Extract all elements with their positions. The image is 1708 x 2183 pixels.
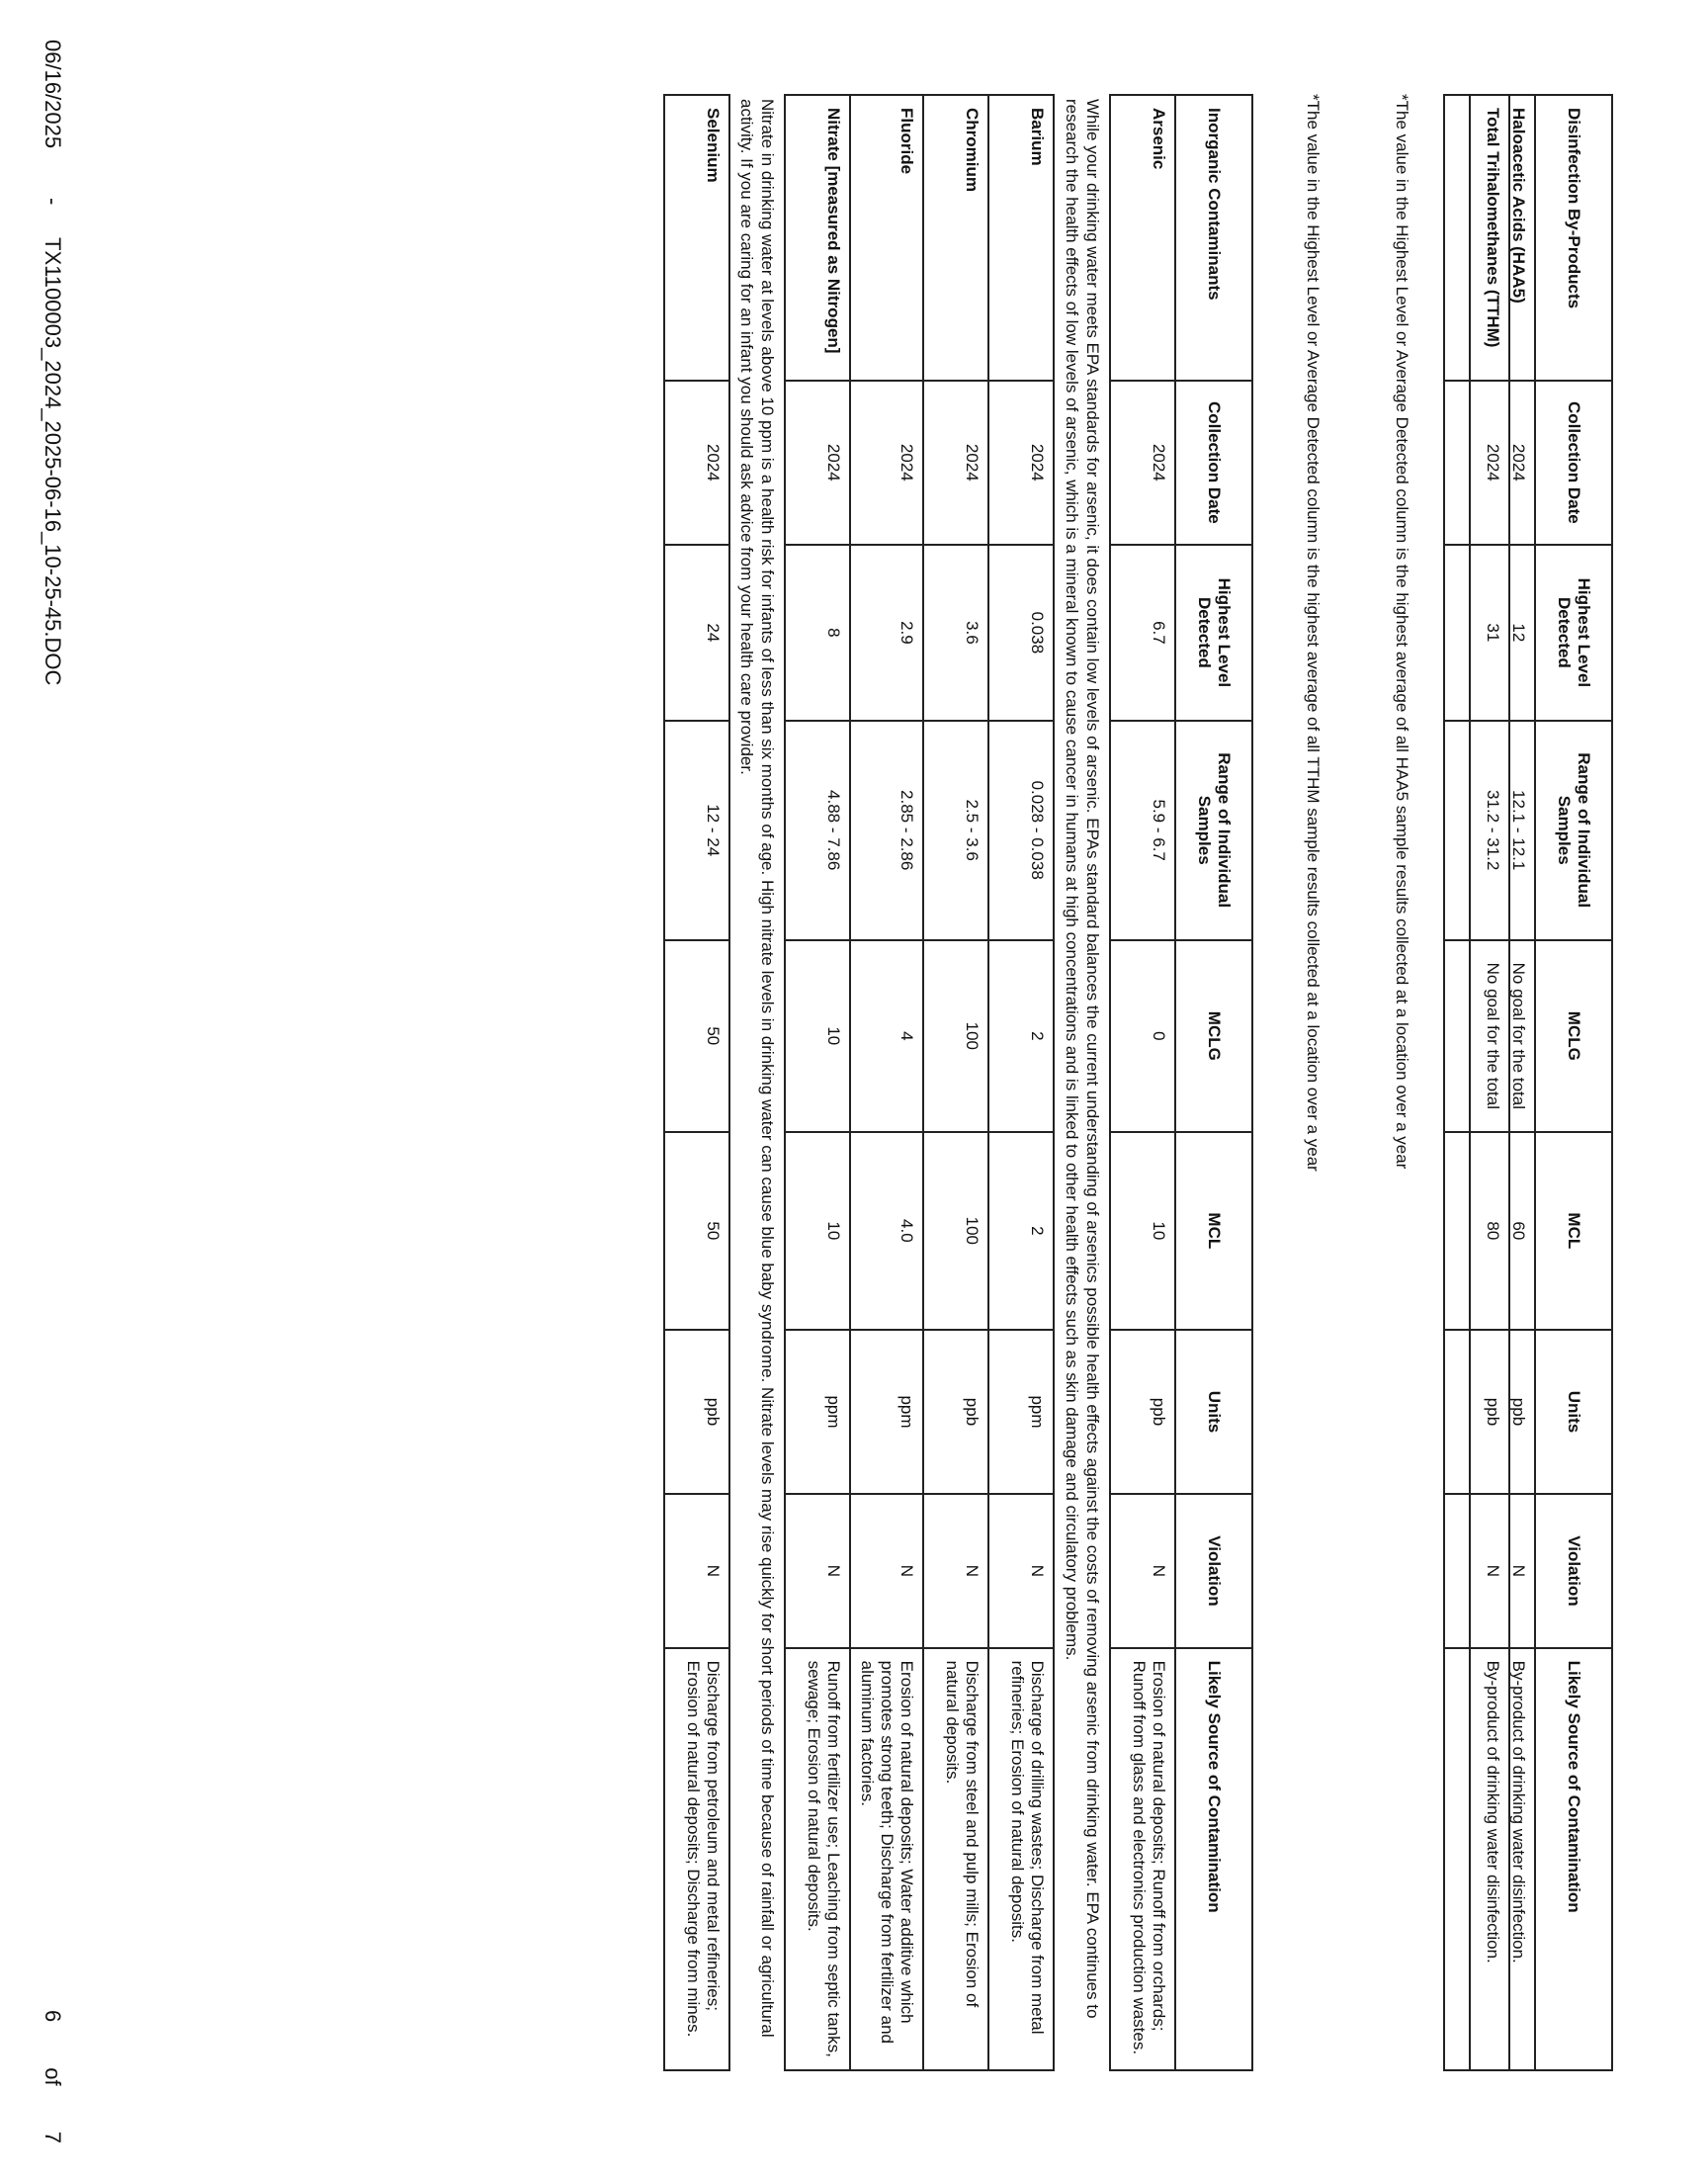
table-cell: 10 xyxy=(786,940,851,1132)
table-cell: Barium xyxy=(989,95,1055,381)
table-cell: By-product of drinking water disinfection. xyxy=(1444,1648,1509,2070)
column-header: Likely Source of Contamination xyxy=(1175,1648,1252,2070)
table-cell: 2024 xyxy=(989,381,1055,546)
column-header: Units xyxy=(1175,1330,1252,1495)
table-cell: 100 xyxy=(924,1132,989,1330)
table-cell: ppb xyxy=(664,1330,729,1495)
table-cell: 2.85 - 2.86 xyxy=(851,721,924,940)
table-cell: 2024 xyxy=(786,381,851,546)
table-row xyxy=(786,95,851,2070)
table-cell: Runoff from fertilizer use; Leaching from septic tanks, sewage; Erosion of natural deposits. xyxy=(786,1648,851,2070)
tthm-table xyxy=(1443,94,1510,2071)
table-row xyxy=(989,95,1055,2070)
column-header: Units xyxy=(1535,1330,1612,1495)
table-cell: 4 xyxy=(851,940,924,1132)
column-header: Inorganic Contaminants xyxy=(1175,95,1252,381)
table-cell: 31 xyxy=(1444,545,1509,721)
table-header-row xyxy=(1175,95,1252,2070)
table-cell: 8 xyxy=(786,545,851,721)
column-header: MCL xyxy=(1175,1132,1252,1330)
table-cell: N xyxy=(1444,1494,1509,1647)
arsenic-note-row xyxy=(1055,95,1111,2070)
column-header: Range of Individual Samples xyxy=(1175,721,1252,940)
haa5-footnote: *The value in the Highest Level or Average Detected column is the highest average of all HAA5 sample results collected at a location over a year xyxy=(1393,94,1411,1170)
table-row xyxy=(1110,95,1175,2070)
table-cell: 12 xyxy=(1470,545,1535,721)
table-cell: 2024 xyxy=(1444,381,1509,546)
table-cell: ppm xyxy=(989,1330,1055,1495)
table-cell: 2 xyxy=(989,1132,1055,1330)
inorganic-contaminants-table xyxy=(663,94,1253,2071)
column-header: Collection Date xyxy=(1175,381,1252,546)
footer-filename: TX1100003_2024_2025-06-16_10-25-45.DOC xyxy=(41,237,65,686)
table-cell: Discharge from petroleum and metal refineries; Erosion of natural deposits; Discharge from mines. xyxy=(664,1648,729,2070)
table-header-row xyxy=(1535,95,1612,2070)
column-header: MCLG xyxy=(1535,940,1612,1132)
table-row xyxy=(924,95,989,2070)
column-header: Disinfection By-Products xyxy=(1535,95,1612,381)
table-cell: 80 xyxy=(1444,1132,1509,1330)
table-cell: Haloacetic Acids (HAA5) xyxy=(1470,95,1535,381)
table-cell: Chromium xyxy=(924,95,989,381)
table-cell: N xyxy=(851,1494,924,1647)
table-cell: 50 xyxy=(664,940,729,1132)
table-cell: 2024 xyxy=(851,381,924,546)
table-cell: N xyxy=(1110,1494,1175,1647)
table-cell: 4.0 xyxy=(851,1132,924,1330)
table-cell: N xyxy=(924,1494,989,1647)
table-cell: Selenium xyxy=(664,95,729,381)
nitrate-note: Nitrate in drinking water at levels above 10 ppm is a health risk for infants of less than six months of age. High nitrate levels in drinking water can cause blue baby syndrome. Nitrate levels may rise quickly for short periods of time because of rainfall or agricultural activity. If you are caring for an infant you should ask advice from your health care provider. xyxy=(737,99,778,2038)
table-cell: Erosion of natural deposits; Water additive which promotes strong teeth; Discharge from fertilizer and aluminum factories. xyxy=(851,1648,924,2070)
table-cell: Nitrate [measured as Nitrogen] xyxy=(786,95,851,381)
table-cell: Arsenic xyxy=(1110,95,1175,381)
column-header: Likely Source of Contamination xyxy=(1535,1648,1612,2070)
column-header: Collection Date xyxy=(1535,381,1612,546)
table-cell: 4.88 - 7.86 xyxy=(786,721,851,940)
table-row xyxy=(1444,95,1509,2070)
table-cell: 2.5 - 3.6 xyxy=(924,721,989,940)
table-cell: ppb xyxy=(1110,1330,1175,1495)
table-cell: 0.028 - 0.038 xyxy=(989,721,1055,940)
table-row xyxy=(664,95,729,2070)
table-cell: By-product of drinking water disinfection. xyxy=(1470,1648,1535,2070)
table-cell: Fluoride xyxy=(851,95,924,381)
table-cell: 2024 xyxy=(664,381,729,546)
table-cell: 100 xyxy=(924,940,989,1132)
table-cell: N xyxy=(664,1494,729,1647)
table-cell: N xyxy=(1470,1494,1535,1647)
table-cell: 10 xyxy=(786,1132,851,1330)
table-cell: 24 xyxy=(664,545,729,721)
table-cell: 5.9 - 6.7 xyxy=(1110,721,1175,940)
column-header: Highest Level Detected xyxy=(1535,545,1612,721)
table-row xyxy=(851,95,924,2070)
table-cell: N xyxy=(786,1494,851,1647)
table-cell: ppm xyxy=(851,1330,924,1495)
table-cell: No goal for the total xyxy=(1444,940,1509,1132)
table-cell: 0 xyxy=(1110,940,1175,1132)
table-cell: ppb xyxy=(924,1330,989,1495)
table-cell: 6.7 xyxy=(1110,545,1175,721)
table-cell: ppm xyxy=(786,1330,851,1495)
table-cell: ppb xyxy=(1444,1330,1509,1495)
page-footer xyxy=(36,40,65,2143)
nitrate-note-row xyxy=(729,95,786,2070)
table-cell: 12.1 - 12.1 xyxy=(1470,721,1535,940)
table-cell: 2024 xyxy=(1470,381,1535,546)
table-cell: 31.2 - 31.2 xyxy=(1444,721,1509,940)
table-cell: Discharge of drilling wastes; Discharge from metal refineries; Erosion of natural deposits. xyxy=(989,1648,1055,2070)
tthm-footnote: *The value in the Highest Level or Average Detected column is the highest average of all TTHM sample results collected at a location over a year xyxy=(1304,94,1323,1172)
table-cell: 50 xyxy=(664,1132,729,1330)
table-cell: No goal for the total xyxy=(1470,940,1535,1132)
table-cell: 2 xyxy=(989,940,1055,1132)
table-cell: 12 - 24 xyxy=(664,721,729,940)
column-header: Violation xyxy=(1175,1494,1252,1647)
column-header: MCL xyxy=(1535,1132,1612,1330)
column-header: Highest Level Detected xyxy=(1175,545,1252,721)
table-cell: Discharge from steel and pulp mills; Erosion of natural deposits. xyxy=(924,1648,989,2070)
table-cell: 3.6 xyxy=(924,545,989,721)
table-cell: 2.9 xyxy=(851,545,924,721)
column-header: Range of Individual Samples xyxy=(1535,721,1612,940)
table-cell: 2024 xyxy=(1110,381,1175,546)
table-cell: 10 xyxy=(1110,1132,1175,1330)
table-cell: ppb xyxy=(1470,1330,1535,1495)
arsenic-note: While your drinking water meets EPA standards for arsenic, it does contain low levels of arsenic. EPAs standard balances the current understanding of arsenics possible health effects against the costs of removing arsenic from drinking water. EPA continues to research the health effects of low levels of arsenic, which is a mineral known to cause cancer in humans at high concentrations and is linked to other health effects such as skin damage and circulatory problems. xyxy=(1062,99,1102,2019)
footer-separator: - xyxy=(41,198,65,206)
column-header: Violation xyxy=(1535,1494,1612,1647)
page-number: 6 of 7 xyxy=(41,2009,65,2143)
table-cell: Total Trihalomethanes (TTHM) xyxy=(1444,95,1509,381)
table-cell: 60 xyxy=(1470,1132,1535,1330)
table-cell: Erosion of natural deposits; Runoff from orchards; Runoff from glass and electronics production wastes. xyxy=(1110,1648,1175,2070)
footer-date: 06/16/2025 xyxy=(41,40,65,149)
table-cell: 0.038 xyxy=(989,545,1055,721)
column-header: MCLG xyxy=(1175,940,1252,1132)
table-cell: 2024 xyxy=(924,381,989,546)
table-cell: N xyxy=(989,1494,1055,1647)
